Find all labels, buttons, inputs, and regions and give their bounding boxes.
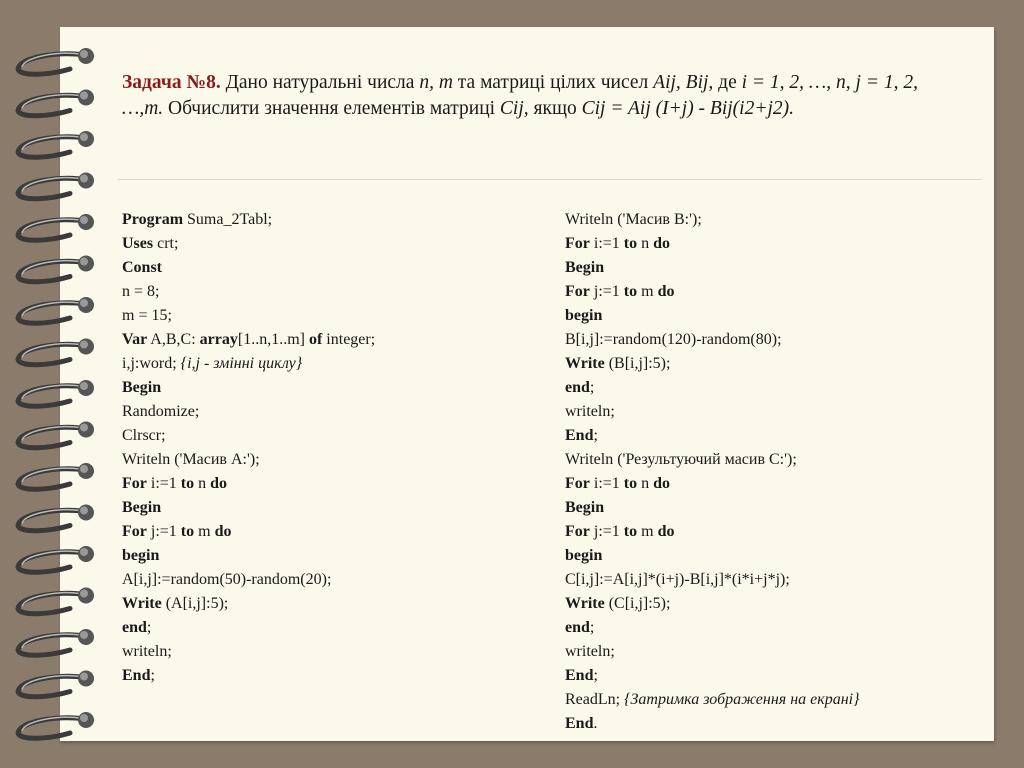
code-keyword: end <box>565 619 590 636</box>
code-line <box>122 616 375 640</box>
code-text: ; <box>589 619 595 636</box>
code-keyword: Write <box>565 355 605 372</box>
code-keyword: For <box>565 475 590 492</box>
code-line <box>122 568 375 592</box>
code-column-left <box>122 208 375 688</box>
code-text: integer; <box>322 331 376 348</box>
code-text: (C[i,j]:5); <box>604 595 671 612</box>
code-line <box>122 520 375 544</box>
code-line <box>122 496 375 520</box>
code-keyword: to <box>623 475 638 492</box>
code-keyword: end <box>122 619 147 636</box>
spiral-ring <box>18 137 84 158</box>
code-keyword: to <box>180 475 195 492</box>
spiral-ring <box>18 510 84 531</box>
code-text: m = 15; <box>122 307 172 324</box>
spiral-hole-shine <box>80 92 88 100</box>
spiral-ring <box>18 718 84 739</box>
spiral-ring <box>18 220 84 241</box>
task-statement <box>122 70 962 122</box>
code-line <box>565 496 860 520</box>
code-line <box>565 544 860 568</box>
spiral-ring <box>18 303 84 324</box>
code-text: i,j:word; <box>122 355 181 372</box>
code-keyword: End <box>565 667 594 684</box>
code-column-right <box>565 208 860 736</box>
code-line <box>565 232 860 256</box>
spiral-hole-shine <box>80 590 88 598</box>
code-text: i:=1 <box>589 235 624 252</box>
spiral-hole-shine <box>80 424 88 432</box>
code-text: Randomize; <box>122 403 200 420</box>
code-text: Writeln ('Масив А:'); <box>122 451 260 468</box>
code-line <box>122 664 375 688</box>
code-keyword: For <box>565 235 590 252</box>
code-text: m <box>637 523 658 540</box>
code-text: i:=1 <box>146 475 181 492</box>
code-text: j:=1 <box>589 283 624 300</box>
divider <box>118 179 982 180</box>
spiral-hole-shine <box>80 507 88 515</box>
code-text: n <box>194 475 211 492</box>
code-keyword: to <box>623 523 638 540</box>
task-italic-5: Cij = Aij (I+j) - Bij(i2+j2). <box>581 98 795 119</box>
code-line <box>565 208 860 232</box>
spiral-ring <box>18 54 84 75</box>
code-line <box>565 592 860 616</box>
spiral-hole-shine <box>80 341 88 349</box>
code-line <box>122 400 375 424</box>
code-comment: {i,j - змінні циклу} <box>180 355 303 372</box>
code-text: crt; <box>153 235 179 252</box>
code-keyword: do <box>657 283 675 300</box>
code-line <box>565 616 860 640</box>
code-line <box>565 424 860 448</box>
code-keyword: Begin <box>122 499 162 516</box>
spiral-hole-shine <box>80 50 88 58</box>
code-text: A,B,C: <box>147 331 200 348</box>
spiral-hole-shine <box>80 714 88 722</box>
task-italic-4: Cij, <box>499 98 529 119</box>
code-text: writeln; <box>122 643 172 660</box>
code-keyword: For <box>122 523 147 540</box>
code-text: ; <box>150 667 155 684</box>
task-text-4: Обчислити значення елементів матриці <box>163 98 500 119</box>
code-line <box>565 568 860 592</box>
code-keyword: For <box>565 523 590 540</box>
code-keyword: of <box>308 331 323 348</box>
spiral-hole-shine <box>80 216 88 224</box>
code-line <box>122 328 375 352</box>
code-text: Suma_2Tabl; <box>183 211 273 228</box>
code-keyword: Begin <box>565 259 605 276</box>
spiral-hole-shine <box>80 382 88 390</box>
code-keyword: Const <box>122 259 163 276</box>
code-keyword: Begin <box>122 379 162 396</box>
code-keyword: array <box>199 331 238 348</box>
spiral-hole-shine <box>80 299 88 307</box>
spiral-ring <box>18 469 84 490</box>
code-keyword: Write <box>122 595 162 612</box>
code-text: j:=1 <box>146 523 181 540</box>
code-line <box>565 472 860 496</box>
code-keyword: do <box>653 475 671 492</box>
code-text: A[i,j]:=random(50)-random(20); <box>122 571 332 588</box>
code-line <box>565 712 860 736</box>
code-text: writeln; <box>565 403 615 420</box>
code-keyword: For <box>565 283 590 300</box>
code-text: i:=1 <box>589 475 624 492</box>
code-text: ; <box>146 619 152 636</box>
code-text: C[i,j]:=A[i,j]*(i+j)-B[i,j]*(i*i+j*j); <box>565 571 790 588</box>
spiral-ring <box>18 178 84 199</box>
code-keyword: do <box>653 235 671 252</box>
code-line <box>122 256 375 280</box>
task-text-5: якщо <box>528 98 582 119</box>
spiral-hole-shine <box>80 175 88 183</box>
code-line <box>565 352 860 376</box>
code-line <box>565 376 860 400</box>
code-line <box>565 664 860 688</box>
code-text: writeln; <box>565 643 615 660</box>
spiral-binding <box>0 0 110 768</box>
code-comment: {Затримка зображення на екрані} <box>624 691 860 708</box>
code-keyword: end <box>565 379 590 396</box>
code-keyword: begin <box>565 547 603 564</box>
code-text: ; <box>593 427 598 444</box>
code-keyword: begin <box>122 547 160 564</box>
spiral-hole-shine <box>80 258 88 266</box>
code-text: (A[i,j]:5); <box>161 595 229 612</box>
spiral-hole-shine <box>80 465 88 473</box>
spiral-hole-shine <box>80 673 88 681</box>
code-line <box>122 376 375 400</box>
code-line <box>122 304 375 328</box>
spiral-ring <box>18 635 84 656</box>
spiral-ring <box>18 344 84 365</box>
code-line <box>565 688 860 712</box>
code-line <box>565 328 860 352</box>
task-italic-2: Aij, Bij, <box>653 72 714 93</box>
code-text: j:=1 <box>589 523 624 540</box>
code-keyword: End <box>565 427 594 444</box>
task-italic-1: n, m <box>419 72 453 93</box>
code-line <box>122 424 375 448</box>
code-text: Writeln ('Масив В:'); <box>565 211 702 228</box>
code-text: ReadLn; <box>565 691 625 708</box>
code-keyword: Write <box>565 595 605 612</box>
code-keyword: to <box>623 283 638 300</box>
code-text: Writeln ('Результуючий масив С:'); <box>565 451 797 468</box>
code-keyword: Program <box>122 211 184 228</box>
spiral-ring <box>18 676 84 697</box>
spiral-ring <box>18 552 84 573</box>
task-label: Задача №8. <box>122 72 221 93</box>
code-keyword: to <box>180 523 195 540</box>
spiral-hole-shine <box>80 548 88 556</box>
code-text: (B[i,j]:5); <box>604 355 671 372</box>
code-text: ; <box>593 667 598 684</box>
task-text-1: Дано натуральні числа <box>220 72 420 93</box>
code-line <box>122 448 375 472</box>
code-line <box>122 544 375 568</box>
code-line <box>565 448 860 472</box>
code-text: . <box>593 715 598 732</box>
code-line <box>565 304 860 328</box>
code-text: n <box>637 475 654 492</box>
code-line <box>122 352 375 376</box>
code-line <box>565 256 860 280</box>
spiral-hole-shine <box>80 133 88 141</box>
spiral-ring <box>18 386 84 407</box>
spiral-ring <box>18 95 84 116</box>
code-keyword: End <box>122 667 151 684</box>
code-keyword: For <box>122 475 147 492</box>
code-keyword: to <box>623 235 638 252</box>
code-line <box>122 208 375 232</box>
code-line <box>122 280 375 304</box>
code-text: n <box>637 235 654 252</box>
code-keyword: do <box>210 475 228 492</box>
code-line <box>565 520 860 544</box>
code-line <box>122 592 375 616</box>
code-text: m <box>637 283 658 300</box>
task-italic-3: i = 1, 2, …, n, j = 1, 2, …,m. <box>122 72 918 119</box>
code-keyword: do <box>214 523 232 540</box>
spiral-ring <box>18 593 84 614</box>
code-keyword: Uses <box>122 235 154 252</box>
code-keyword: do <box>657 523 675 540</box>
code-keyword: Begin <box>565 499 605 516</box>
code-text: n = 8; <box>122 283 160 300</box>
code-line <box>122 640 375 664</box>
task-text-3: де <box>713 72 742 93</box>
code-line <box>565 280 860 304</box>
code-line <box>565 640 860 664</box>
code-keyword: begin <box>565 307 603 324</box>
code-text: Clrscr; <box>122 427 166 444</box>
spiral-ring <box>18 261 84 282</box>
code-text: B[i,j]:=random(120)-random(80); <box>565 331 782 348</box>
spiral-ring <box>18 427 84 448</box>
code-line <box>122 232 375 256</box>
code-line <box>122 472 375 496</box>
code-keyword: Var <box>122 331 148 348</box>
code-text: m <box>194 523 215 540</box>
code-line <box>565 400 860 424</box>
task-text-2: та матриці цілих чисел <box>452 72 654 93</box>
code-keyword: End <box>565 715 594 732</box>
code-text: [1..n,1..m] <box>237 331 309 348</box>
code-text: ; <box>589 379 595 396</box>
spiral-hole-shine <box>80 631 88 639</box>
